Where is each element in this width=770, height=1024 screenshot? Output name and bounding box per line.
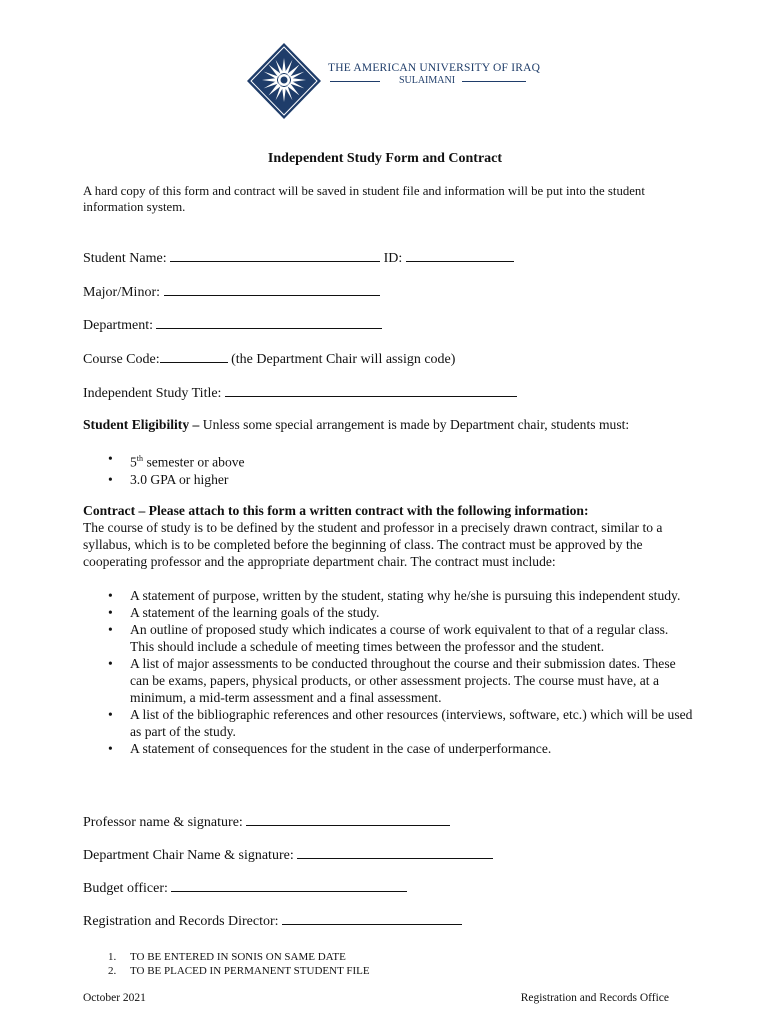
footer-office: Registration and Records Office: [520, 992, 669, 1004]
chair-signature-label: Department Chair Name & signature:: [83, 848, 294, 863]
course-code-label: Course Code:: [83, 352, 160, 367]
eligibility-list: [108, 450, 693, 488]
professor-signature-row: [83, 812, 450, 831]
study-title-row: [83, 383, 517, 402]
professor-signature-label: Professor name & signature:: [83, 815, 243, 830]
logo-divider-right: [462, 81, 526, 82]
bullet-icon: •: [108, 622, 113, 637]
list-item: • A list of the bibliographic references and other resources (interviews, software, etc.) which will be used as part of the study.: [108, 707, 693, 739]
registrar-field[interactable]: [282, 911, 462, 925]
budget-officer-label: Budget officer:: [83, 881, 168, 896]
student-name-row: [83, 248, 514, 267]
university-name-line1: THE AMERICAN UNIVERSITY OF IRAQ: [328, 62, 541, 74]
department-row: [83, 315, 382, 334]
bullet-icon: •: [108, 656, 113, 671]
budget-officer-row: [83, 878, 407, 897]
id-label: ID:: [383, 251, 403, 266]
page-title: Independent Study Form and Contract: [267, 151, 503, 166]
budget-officer-field[interactable]: [171, 878, 407, 892]
eligibility-section: [83, 416, 693, 433]
contract-text: The course of study is to be defined by the student and professor in a precisely drawn contract, similar to a syllabus, which is to be completed before the beginning of class. The contract must be approved by the cooperating professor and the appropriate department chair. The contract must include:: [83, 520, 663, 569]
contract-list: [108, 587, 693, 757]
study-title-field[interactable]: [225, 383, 517, 397]
student-name-label: Student Name:: [83, 251, 167, 266]
course-code-row: [83, 349, 455, 368]
list-item: • A statement of consequences for the student in the case of underperformance.: [108, 741, 552, 756]
professor-signature-field[interactable]: [246, 812, 450, 826]
list-item: • A statement of purpose, written by the student, stating why he/she is pursuing this independent study.: [108, 588, 681, 603]
student-name-field[interactable]: [170, 248, 380, 262]
university-name-line2: SULAIMANI: [398, 75, 456, 86]
major-label: Major/Minor:: [83, 285, 160, 300]
major-row: [83, 282, 380, 301]
list-item: • 5th semester or above: [108, 451, 245, 470]
list-item: • A statement of the learning goals of the study.: [108, 605, 380, 620]
footer-date: October 2021: [83, 992, 146, 1004]
university-emblem-icon: [244, 42, 324, 120]
list-item: • 3.0 GPA or higher: [108, 471, 229, 487]
university-logo: [244, 42, 541, 120]
course-code-field[interactable]: [160, 349, 228, 363]
bullet-icon: •: [108, 605, 113, 620]
registrar-label: Registration and Records Director:: [83, 914, 279, 929]
chair-signature-field[interactable]: [297, 845, 493, 859]
intro-text: A hard copy of this form and contract will be saved in student file and information will be put into the student information system.: [83, 184, 645, 214]
department-field[interactable]: [156, 315, 382, 329]
bullet-icon: •: [108, 741, 113, 756]
major-field[interactable]: [164, 282, 380, 296]
department-label: Department:: [83, 318, 153, 333]
bullet-icon: •: [108, 471, 113, 487]
list-item: • An outline of proposed study which indicates a course of work equivalent to that of a regular class. This should include a schedule of meeting times between the professor and the student.: [108, 622, 669, 654]
chair-signature-row: [83, 845, 493, 864]
list-item: 2. TO BE PLACED IN PERMANENT STUDENT FILE: [108, 965, 370, 977]
notes-list: [108, 950, 608, 978]
bullet-icon: •: [108, 707, 113, 722]
bullet-icon: •: [108, 451, 113, 466]
id-field[interactable]: [406, 248, 514, 262]
contract-section: [83, 502, 693, 570]
contract-heading: Contract – Please attach to this form a written contract with the following information:: [83, 503, 589, 518]
eligibility-heading: Student Eligibility –: [83, 417, 200, 432]
eligibility-text: Unless some special arrangement is made by Department chair, students must:: [202, 417, 630, 432]
bullet-icon: •: [108, 588, 113, 603]
list-item: 1. TO BE ENTERED IN SONIS ON SAME DATE: [108, 951, 346, 963]
list-item: • A list of major assessments to be conducted throughout the course and their submission dates. These can be exams, papers, physical products, or other assessment projects. The course must have, at a minimum, a mid-term assessment and a final assessment.: [108, 656, 676, 705]
course-code-note: (the Department Chair will assign code): [231, 352, 456, 367]
registrar-row: [83, 911, 462, 930]
study-title-label: Independent Study Title:: [83, 386, 222, 401]
